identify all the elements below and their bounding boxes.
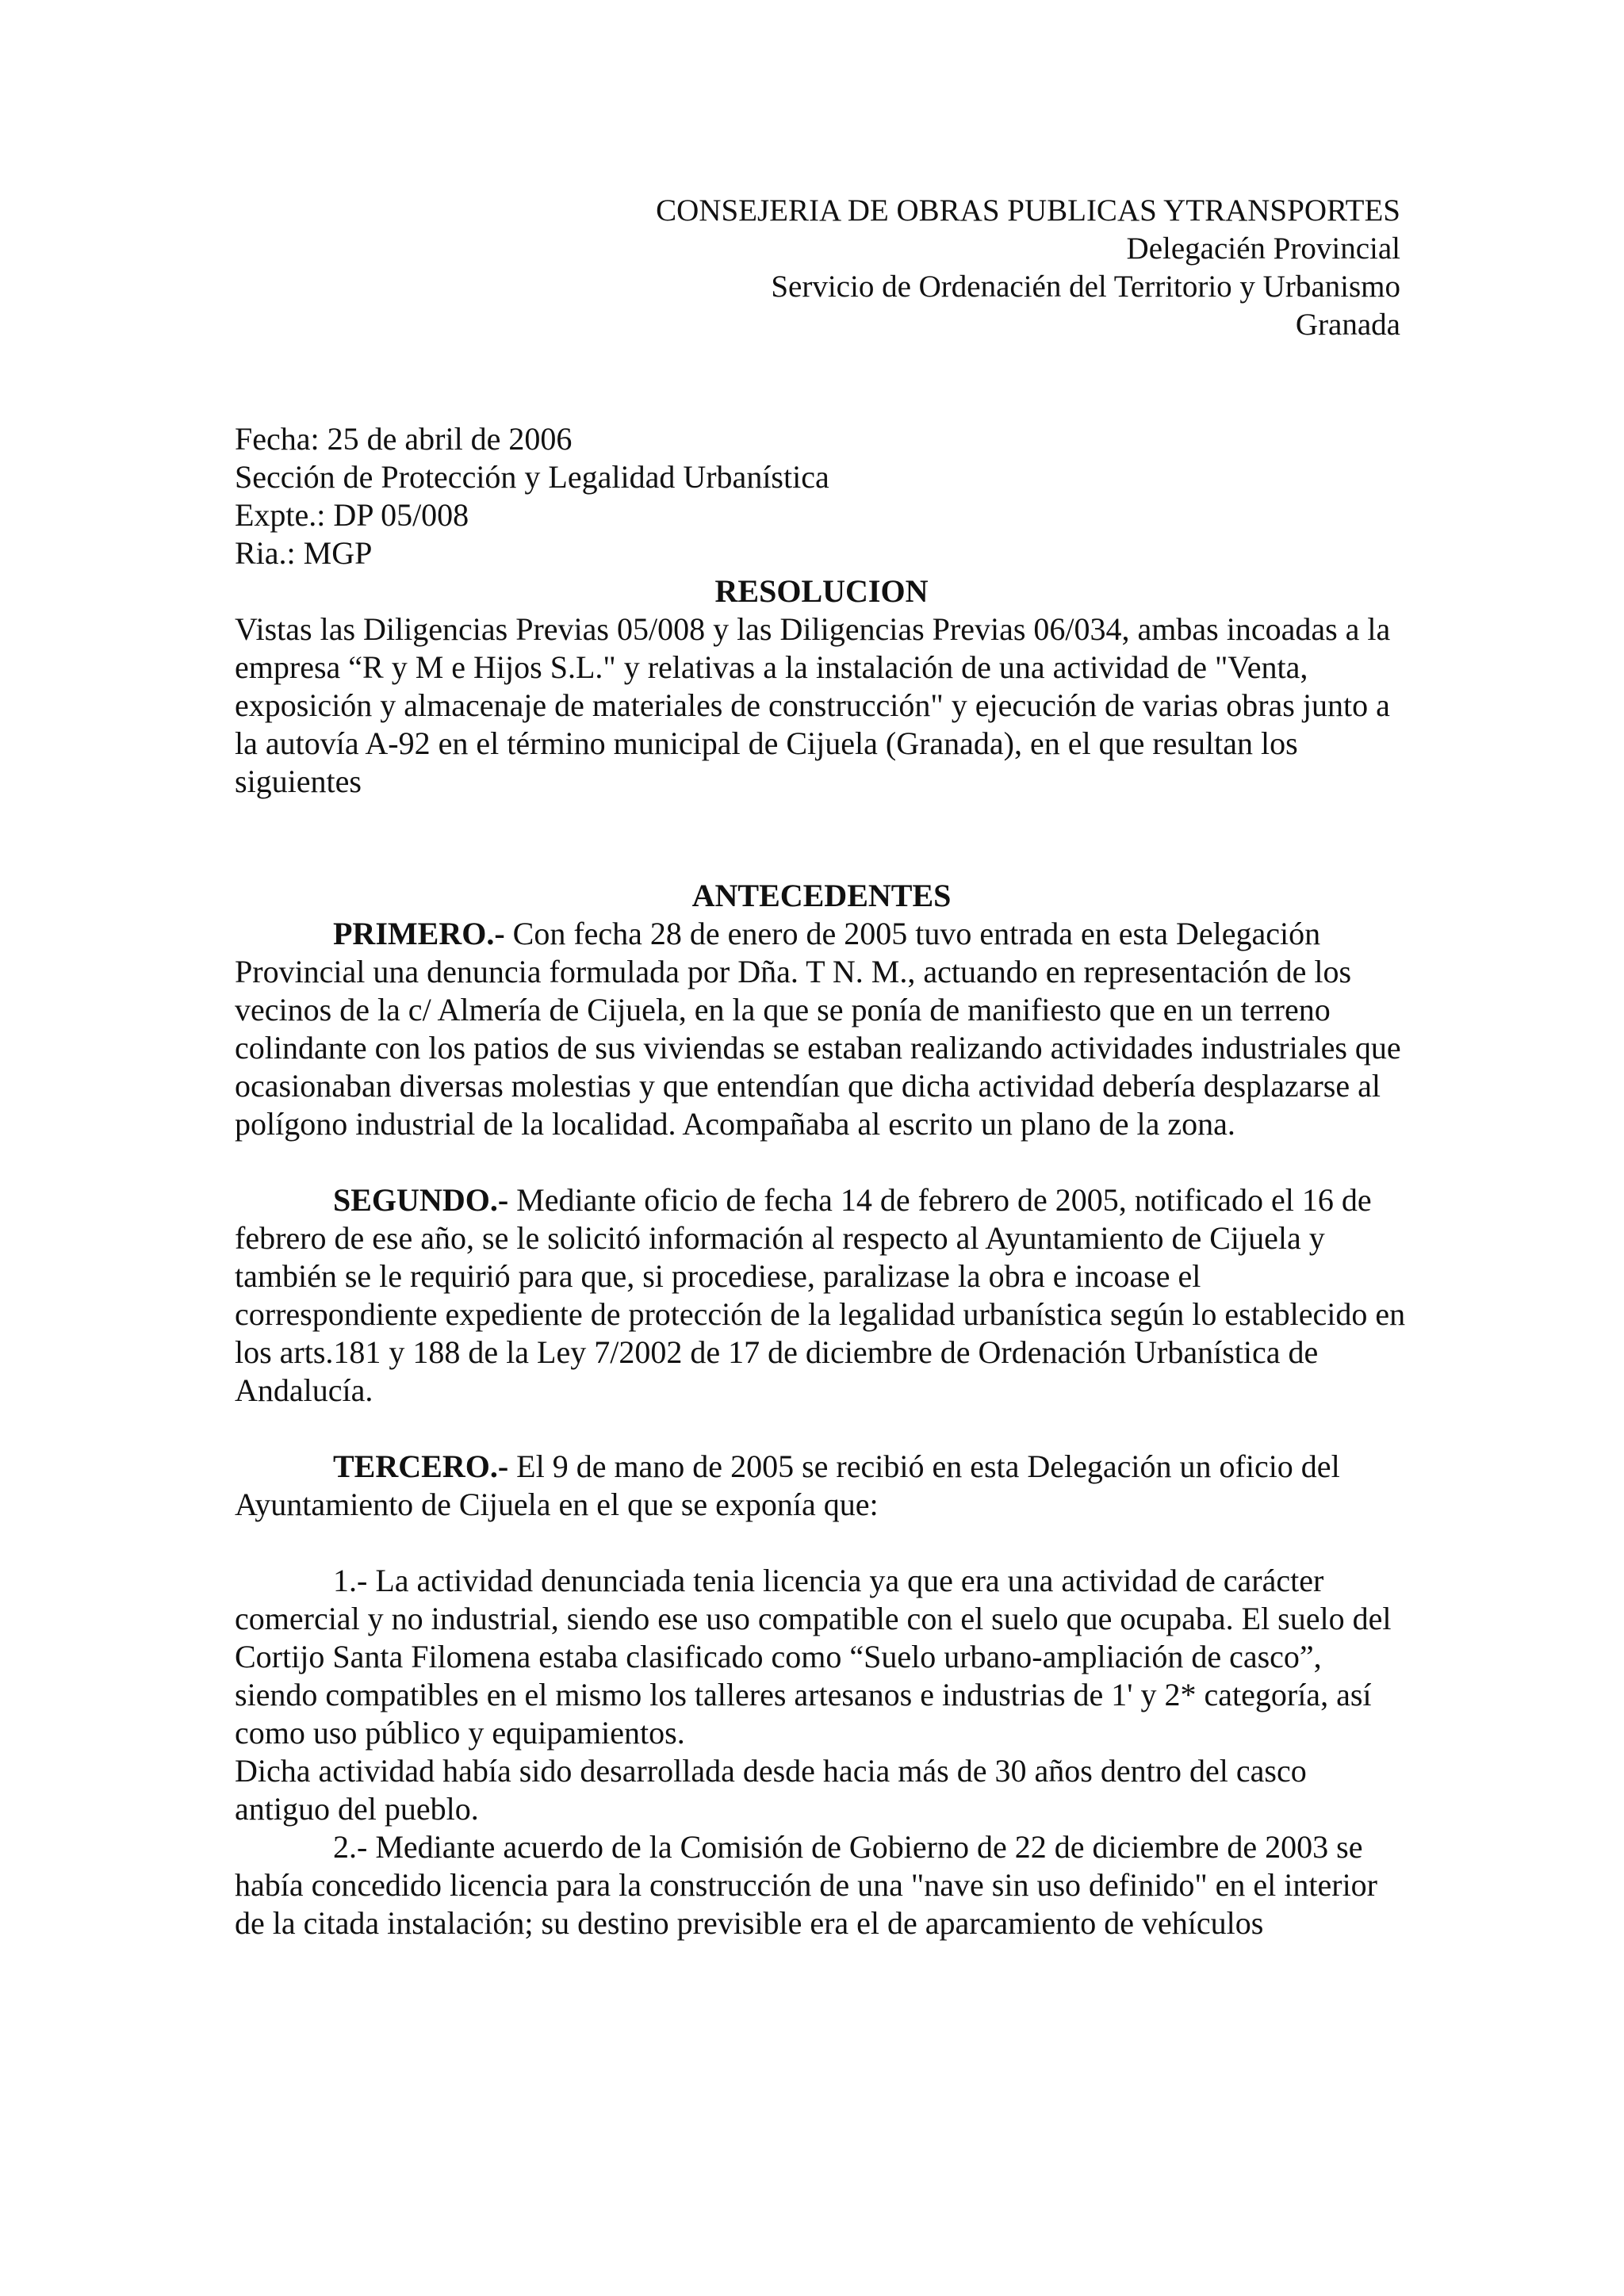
letterhead-servicio: Servicio de Ordenacién del Territorio y Urbanismo — [771, 270, 1400, 304]
tercero-label: TERCERO.- — [333, 1448, 509, 1484]
tercero-text: El 9 de mano de 2005 se recibió en esta Delegación un oficio del Ayuntamiento de Cijuela en el que se exponía que: — [235, 1448, 1340, 1522]
primero-text: Con fecha 28 de enero de 2005 tuvo entrada en esta Delegación Provincial una denuncia formulada por Dña. T N. M., actuando en representación de los vecinos de la c/ Almería de Cijuela, en la que se ponía de manifiesto que en un terreno colindante con los patios de sus viviendas se estaban realizando actividades industriales que ocasionaban diversas molestias y que entendían que dicha actividad debería desplazarse al polígono industrial de la localidad. Acompañaba al escrito un plano de la zona. — [235, 916, 1401, 1142]
document-meta — [235, 420, 1408, 572]
segundo-paragraph — [235, 1181, 1408, 1410]
segundo-label: SEGUNDO.- — [333, 1182, 509, 1218]
item-1-continuation: Dicha actividad había sido desarrollada desde hacia más de 30 años dentro del casco antiguo del pueblo. — [235, 1753, 1307, 1827]
segundo-text: Mediante oficio de fecha 14 de febrero de 2005, notificado el 16 de febrero de ese año, se le solicitó información al respecto al Ayuntamiento de Cijuela y también se le requirió para que, si procediese, paralizase la obra e incoase el correspondiente expediente de protección de la legalidad urbanística según lo establecido en los arts.181 y 188 de la Ley 7/2002 de 17 de diciembre de Ordenación Urbanística de Andalucía. — [235, 1182, 1406, 1408]
primero-label: PRIMERO.- — [333, 916, 505, 951]
primero-paragraph — [235, 915, 1408, 1143]
tercero-paragraph — [235, 1448, 1408, 1524]
meta-seccion: Sección de Protección y Legalidad Urbanística — [235, 459, 829, 495]
item-1-paragraph: 1.- La actividad denunciada tenia licencia ya que era una actividad de carácter comercial y no industrial, siendo ese uso compatible con el suelo que ocupaba. El suelo del Cortijo Santa Filomena estaba clasificado como “Suelo urbano-ampliación de casco”, siendo compatibles en el mismo los talleres artesanos e industrias de 1' y 2* categoría, así como uso público y equipamientos. — [235, 1563, 1392, 1751]
meta-ria: Ria.: MGP — [235, 535, 373, 571]
resolucion-title: RESOLUCION — [714, 573, 929, 609]
letterhead — [656, 192, 1400, 344]
document-body — [235, 420, 1408, 1942]
letterhead-delegacion: Delegacién Provincial — [1126, 232, 1400, 266]
resolucion-paragraph: Vistas las Diligencias Previas 05/008 y las Diligencias Previas 06/034, ambas incoadas a la empresa “R y M e Hijos S.L." y relativas a la instalación de una actividad de "Venta, exposición y almacenaje de materiales de construcción" y ejecución de varias obras junto a la autovía A-92 en el término municipal de Cijuela (Granada), en el que resultan los siguientes — [235, 611, 1391, 799]
item-2-paragraph: 2.- Mediante acuerdo de la Comisión de Gobierno de 22 de diciembre de 2003 se había concedido licencia para la construcción de una "nave sin uso definido" en el interior de la citada instalación; su destino previsible era el de aparcamiento de vehículos — [235, 1829, 1377, 1941]
meta-fecha: Fecha: 25 de abril de 2006 — [235, 421, 573, 457]
antecedentes-title: ANTECEDENTES — [691, 878, 952, 913]
letterhead-consejeria: CONSEJERIA DE OBRAS PUBLICAS YTRANSPORTES — [656, 193, 1400, 228]
letterhead-city: Granada — [1295, 308, 1400, 342]
meta-expte: Expte.: DP 05/008 — [235, 497, 469, 533]
